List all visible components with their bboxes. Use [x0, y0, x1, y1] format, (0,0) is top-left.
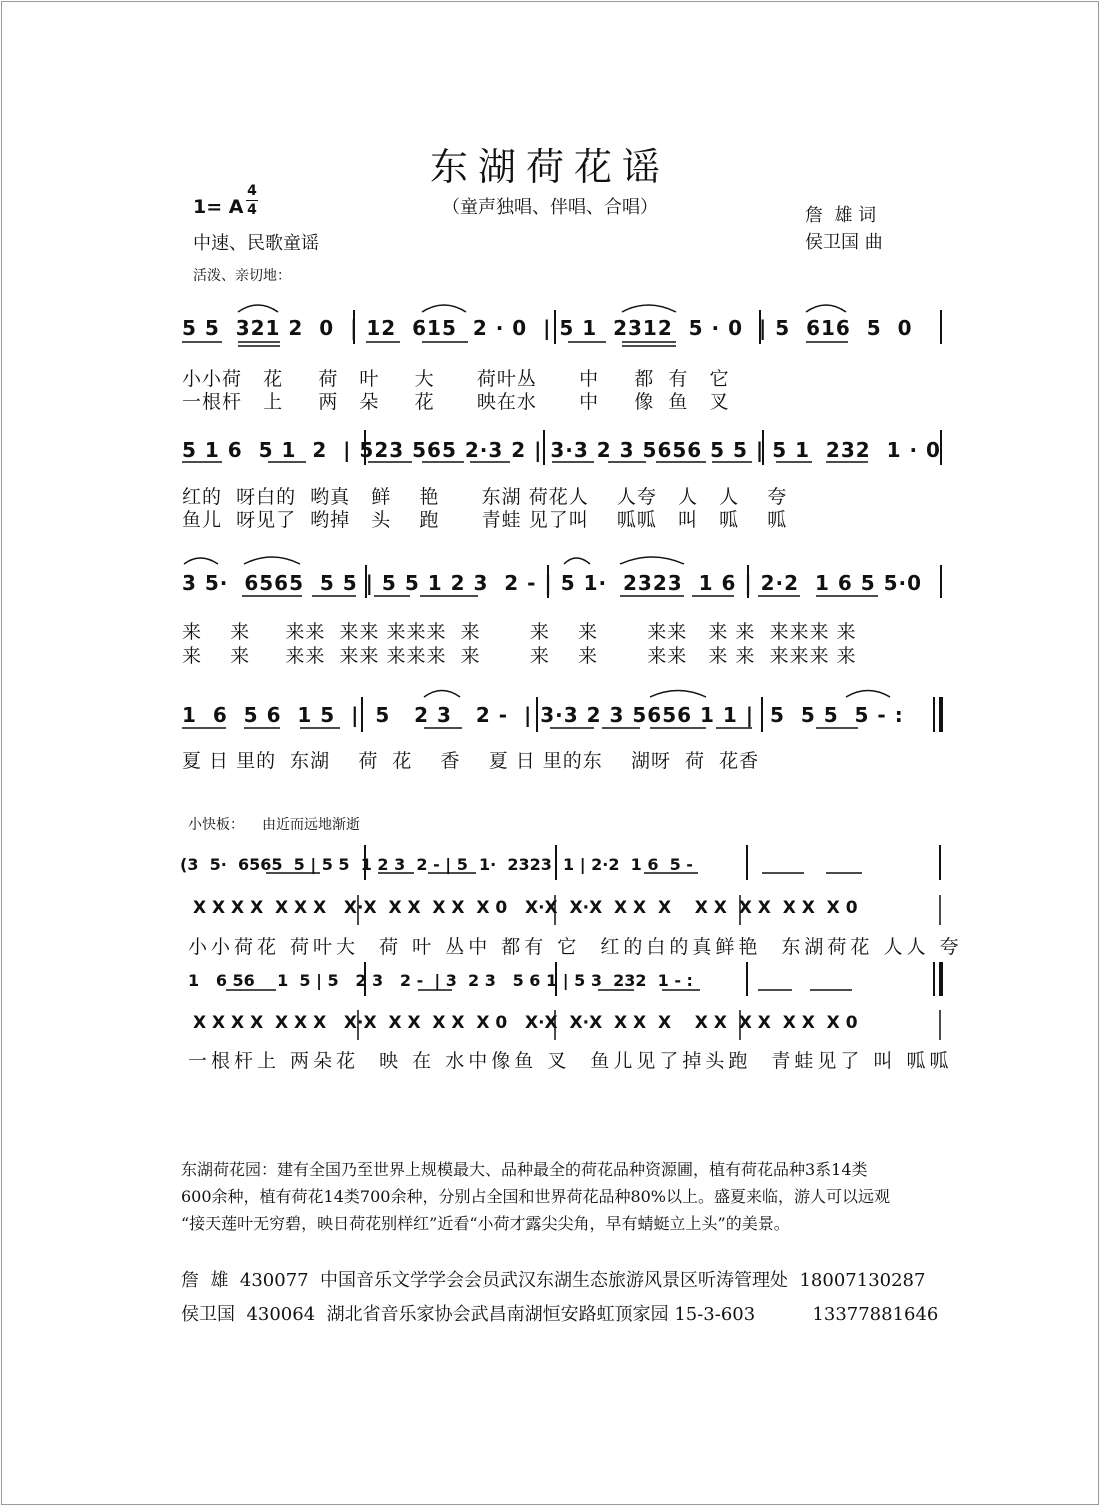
- slur: [620, 557, 684, 564]
- lyricist-credit: 詹 雄 词: [805, 205, 877, 226]
- slur: [650, 691, 706, 698]
- expression-marking: 活泼、亲切地：: [193, 268, 291, 284]
- score-line-6-rhythm: X X X X X X X X·X X X X X X 0 X·X X·X X X X X X X X X X X 0: [193, 1013, 858, 1033]
- score-line-5-notes: (3 5· 6565 5 | 5 5 1 2 3 2 - | 5 1· 2323 1 | 2·2 1 6 5 -: [180, 855, 693, 874]
- score-line-3-notes: 3 5· 6565 5 5 | 5 5 1 2 3 2 - | 5 1· 2323 1 6 | 2·2 1 6 5 5·0: [182, 571, 923, 595]
- slur: [806, 305, 846, 312]
- performance-subtitle: （童声独唱、伴唱、合唱）: [442, 197, 658, 218]
- slur: [564, 558, 590, 564]
- slur: [846, 691, 890, 698]
- slur: [184, 558, 218, 564]
- score-line-4-notes: 1 6 5 6 1 5 | 5 2 3 2 - | 3·3 2 3 5656 1 1 | 5 5 5 5 - :: [182, 703, 904, 727]
- slur: [424, 691, 460, 698]
- score-line-2-notes: 5 1 6 5 1 2 | 523 565 2·3 2 | 3·3 2 3 5656 5 5 | 5 1 232 1 · 0: [182, 438, 941, 462]
- song-title: 东湖荷花谣: [429, 145, 670, 189]
- slur: [244, 557, 300, 564]
- slur: [422, 305, 466, 312]
- score-line-3-lyrics-verse2: 来 来 来来 来来 来来来 来 来 来 来来 来 来 来来来 来: [182, 645, 857, 667]
- score-line-6-notes: 1 6 56 1 5 | 5 2 3 2 - | 3 2 3 5 6 1 | 5 3 232 1 - :: [188, 971, 693, 990]
- score-line-5-lyrics: 小小荷花 荷叶大 荷 叶 丛中 都有 它 红的白的真鲜艳 东湖荷花 人人 夸: [188, 936, 963, 958]
- time-signature-top: 4: [247, 183, 257, 199]
- tempo-marking: 中速、民歌童谣: [193, 233, 319, 254]
- score-line-6-lyrics: 一根杆上 两朵花 映 在 水中像鱼 叉 鱼儿见了掉头跑 青蛙见了 叫 呱呱: [188, 1050, 953, 1072]
- time-signature-bottom: 4: [247, 202, 257, 218]
- score-line-1-lyrics-verse2: 一根杆 上 两 朵 花 映在水 中 像 鱼 叉: [182, 391, 730, 413]
- score-line-1-lyrics-verse1: 小小荷 花 荷 叶 大 荷叶丛 中 都 有 它: [182, 368, 730, 390]
- key-signature: 1= A: [193, 196, 244, 218]
- slur: [622, 305, 676, 312]
- composer-credit: 侯卫国 曲: [805, 232, 883, 253]
- score-line-5-rhythm: X X X X X X X X·X X X X X X 0 X·X X·X X X X X X X X X X X 0: [193, 898, 858, 918]
- contact-lyricist: 詹 雄 430077 中国音乐文学学会会员武汉东湖生态旅游风景区听涛管理处 18007130287: [181, 1270, 926, 1291]
- contact-composer: 侯卫国 430064 湖北省音乐家协会武昌南湖恒安路虹顶家园 15-3-603 13377881646: [181, 1304, 939, 1325]
- slur: [238, 305, 278, 312]
- score-line-1-notes: 5 5 321 2 0 | 12 615 2 · 0 | 5 1 2312 5 · 0 | 5 616 5 0: [182, 316, 913, 340]
- score-line-4-lyrics: 夏 日 里的 东湖 荷 花 香 夏 日 里的东 湖呀 荷 花香: [182, 750, 760, 772]
- score-line-2-lyrics-verse1: 红的 呀白的 哟真 鲜 艳 东湖 荷花人 人夸 人 人 夸: [182, 486, 788, 508]
- score-line-2-lyrics-verse2: 鱼儿 呀见了 哟掉 头 跑 青蛙 见了叫 呱呱 叫 呱 呱: [182, 509, 788, 531]
- section2-direction: 由近而远地渐逝: [262, 817, 360, 833]
- section2-tempo-label: 小快板：: [188, 817, 244, 833]
- info-line-2: 600余种，植有荷花14类700余种，分别占全国和世界荷花品种80%以上。盛夏来临，游人可以远观: [181, 1187, 891, 1206]
- info-line-3: “接天莲叶无穷碧，映日荷花别样红”近看“小荷才露尖尖角，早有蜻蜓立上头”的美景。: [181, 1214, 790, 1233]
- score-line-3-lyrics-verse1: 来 来 来来 来来 来来来 来 来 来 来来 来 来 来来来 来: [182, 621, 857, 643]
- info-line-1: 东湖荷花园：建有全国乃至世界上规模最大、品种最全的荷花品种资源圃，植有荷花品种3系14类: [181, 1160, 868, 1179]
